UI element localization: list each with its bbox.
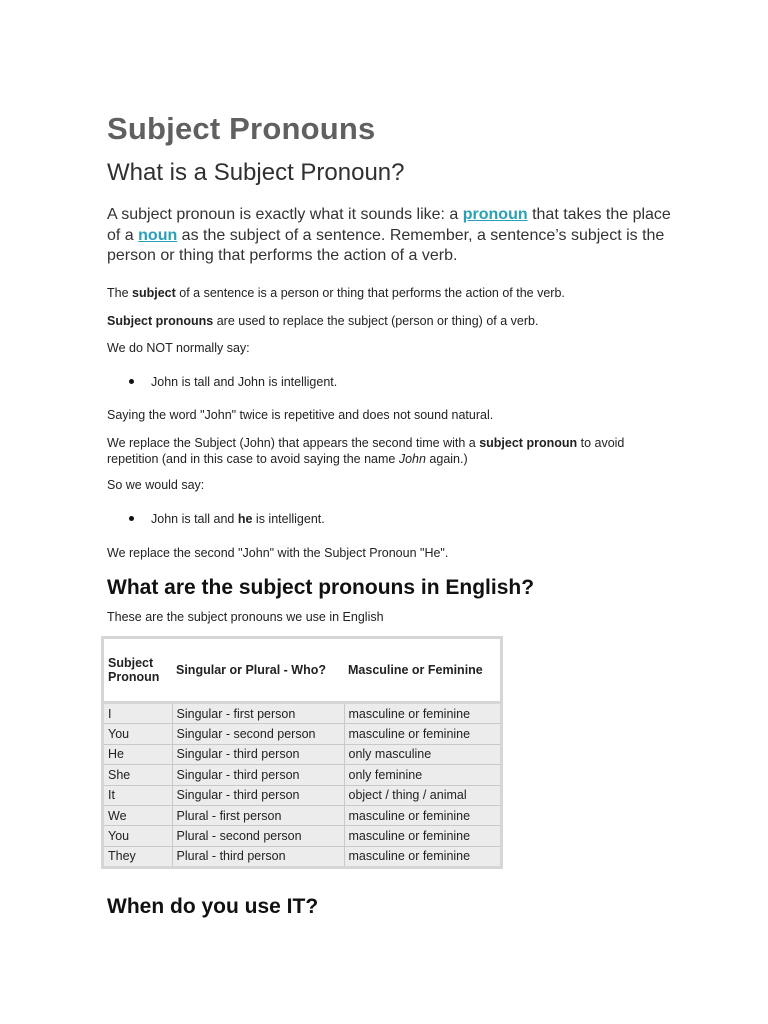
- table-caption: These are the subject pronouns we use in English: [107, 610, 384, 624]
- bold-text: he: [237, 512, 253, 526]
- text: is intelligent.: [252, 512, 325, 526]
- pronoun-link[interactable]: pronoun: [462, 206, 528, 223]
- paragraph-so-we-say: So we would say:: [107, 478, 205, 492]
- cell-gender: only masculine: [344, 744, 502, 764]
- header-subject-pronoun: Subject Pronoun: [103, 638, 173, 703]
- table-row: [103, 744, 502, 764]
- pronoun-table: [101, 636, 503, 869]
- bold-text: subject pronoun: [479, 436, 578, 450]
- cell-pronoun: She: [103, 765, 173, 785]
- cell-pronoun: We: [103, 805, 173, 825]
- cell-pronoun: It: [103, 785, 173, 805]
- intro-paragraph: [107, 205, 677, 267]
- text: to avoid repetition (and in this case to avoid saying the name: [107, 436, 625, 466]
- paragraph-replace-second: We replace the second "John" with the Subject Pronoun "He".: [107, 546, 449, 560]
- cell-gender: masculine or feminine: [344, 826, 502, 846]
- cell-number: Singular - third person: [172, 785, 344, 805]
- table-row: [103, 724, 502, 744]
- heading-subject-pronouns-english: What are the subject pronouns in English?: [107, 576, 535, 599]
- cell-number: Singular - first person: [172, 703, 344, 724]
- bullet-dot: [129, 516, 134, 521]
- paragraph-replace: [107, 435, 667, 467]
- cell-gender: only feminine: [344, 765, 502, 785]
- cell-pronoun: They: [103, 846, 173, 867]
- bold-text: subject: [132, 286, 176, 300]
- text: are used to replace the subject (person or thing) of a verb.: [213, 314, 539, 328]
- header-singular-plural: Singular or Plural - Who?: [172, 638, 344, 703]
- italic-text: John: [398, 452, 426, 466]
- cell-gender: masculine or feminine: [344, 805, 502, 825]
- bullet-example-1: John is tall and John is intelligent.: [151, 375, 338, 389]
- page-title: Subject Pronouns: [107, 111, 376, 146]
- cell-gender: masculine or feminine: [344, 846, 502, 867]
- table-row: [103, 826, 502, 846]
- cell-number: Plural - second person: [172, 826, 344, 846]
- intro-text-2: that takes the place of a: [107, 206, 671, 244]
- subject-pronouns-definition: [107, 313, 667, 329]
- bold-text: Subject pronouns: [107, 314, 214, 328]
- table-row: [103, 846, 502, 867]
- cell-gender: masculine or feminine: [344, 724, 502, 744]
- paragraph-we-do-not: We do NOT normally say:: [107, 341, 250, 355]
- paragraph-repetitive: Saying the word "John" twice is repetitive and does not sound natural.: [107, 408, 494, 422]
- bullet-example-2: [151, 511, 325, 527]
- header-masculine-feminine: Masculine or Feminine: [344, 638, 502, 703]
- text: We replace the Subject (John) that appears the second time with a: [107, 436, 480, 450]
- cell-pronoun: I: [103, 703, 173, 724]
- noun-link[interactable]: noun: [138, 226, 178, 244]
- text: John is tall and: [151, 512, 238, 526]
- cell-pronoun: He: [103, 744, 173, 764]
- text: of a sentence is a person or thing that performs the action of the verb.: [175, 286, 565, 300]
- cell-number: Singular - third person: [172, 744, 344, 764]
- text: again.): [425, 452, 468, 466]
- cell-number: Plural - first person: [172, 805, 344, 825]
- table-row: [103, 785, 502, 805]
- table-row: [103, 765, 502, 785]
- cell-pronoun: You: [103, 724, 173, 744]
- section-subtitle: What is a Subject Pronoun?: [107, 159, 405, 186]
- cell-number: Singular - second person: [172, 724, 344, 744]
- heading-when-use-it: When do you use IT?: [107, 895, 319, 918]
- table-row: [103, 805, 502, 825]
- table-row: [103, 703, 502, 724]
- cell-gender: masculine or feminine: [344, 703, 502, 724]
- bullet-dot: [129, 379, 134, 384]
- cell-pronoun: You: [103, 826, 173, 846]
- text: The: [107, 286, 133, 300]
- table-header-row: [103, 638, 502, 703]
- cell-number: Plural - third person: [172, 846, 344, 867]
- intro-text-1: A subject pronoun is exactly what it sounds like: a: [107, 206, 463, 223]
- cell-number: Singular - third person: [172, 765, 344, 785]
- cell-gender: object / thing / animal: [344, 785, 502, 805]
- intro-text-3: as the subject of a sentence. Remember, a sentence’s subject is the person or thing that performs the action of a verb.: [107, 226, 665, 264]
- subject-definition: [107, 285, 667, 301]
